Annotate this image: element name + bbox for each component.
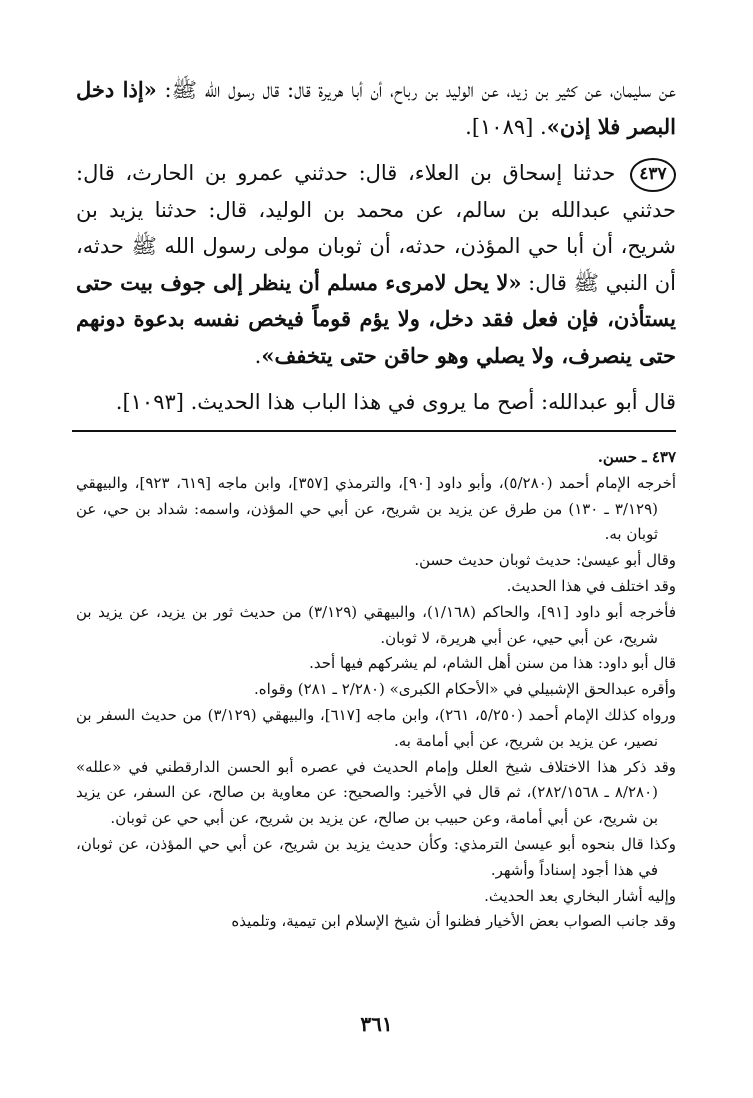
footnote-line: وقد ذكر هذا الاختلاف شيخ العلل وإمام الحديث في عصره أبو الحسن الدارقطني في «علله» (٨/٢٨٠ ـ ٢٨٢/١٥٦٨)، ثم قال في الأخير: والصحيح: عن معاوية بن صالح، عن السفر، عن يزيد بن شريح، عن أبي أمامة، وعن حبيب بن صالح، عن يزيد بن شريح، عن أبي حي عن ثوبان. [76,757,676,828]
hadith-quote-2: «لا يحل لامرىء مسلم أن ينظر إلى جوف بيت حتى يستأذن، فإن فعل فقد دخل، ولا يؤم قوماً فيخص نفسه بدعوة دونهم حتى ينصرف، ولا يصلي وهو حاقن حتى يتخفف» [76,269,676,368]
reference-1: . [١٠٨٩]. [465,114,547,139]
footnotes [76,445,676,935]
hadith-number-badge: ٤٣٧ [630,158,676,192]
footnote-line: وإليه أشار البخاري بعد الحديث. [484,886,676,905]
paragraph-2 [76,155,676,374]
footnote-line: فأخرجه أبو داود [٩١]، والحاكم (١/١٦٨)، والبيهقي (٣/١٢٩) من حديث ثور بن يزيد، عن يزيد بن شريح، عن أبي حيي، عن أبي هريرة، لا ثوبان. [76,602,677,647]
footnote-line: قال أبو داود: هذا من سنن أهل الشام، لم يشركهم فيها أحد. [309,654,676,673]
footnote-line: أخرجه الإمام أحمد (٥/٢٨٠)، وأبو داود [٩٠]، والترمذي [٣٥٧]، وابن ماجه [٦١٩، ٩٢٣]، والبيهقي (٣/١٢٩ ـ ١٣٠) من طرق عن يزيد بن شريح، عن أبي حي المؤذن، واسمه: شداد بن حي، عن ثوبان به. [76,473,677,544]
main-text [76,72,676,421]
footnote-line: وقد اختلف في هذا الحديث. [506,576,676,595]
footnote-line: وقال أبو عيسىٰ: حديث ثوبان حديث حسن. [414,551,676,570]
paragraph-1-text: عن سليمان، عن كثير بن زيد، عن الوليد بن رباح، أن أبا هريرة قال: قال رسول الله ﷺ: [156,78,676,102]
paragraph-1 [76,72,676,145]
footnote-line: وكذا قال بنحوه أبو عيسىٰ الترمذي: وكأن حديث يزيد بن شريح، عن أبي حي المؤذن، عن ثوبان، في هذا أجود إسناداً وأشهر. [76,834,676,879]
footnote-line: وأقره عبدالحق الإشبيلي في «الأحكام الكبرى» (٢/٢٨٠ ـ ٢٨١) وقواه. [254,680,676,699]
hadith-quote-1: «إذا دخل البصر فلا إذن» [76,77,676,139]
footnote-line: وقد جانب الصواب بعض الأخيار فظنوا أن شيخ الإسلام ابن تيمية، وتلميذه [231,912,676,931]
page-number: ٣٦١ [360,1012,393,1036]
paragraph-3: قال أبو عبدالله: أصح ما يروى في هذا الباب هذا الحديث. [١٠٩٣]. [115,390,676,414]
paragraph-2-text: حدثنا إسحاق بن العلاء، قال: حدثني عمرو بن الحارث، قال: حدثني عبدالله بن سالم، عن محمد بن الوليد، قال: حدثنا يزيد بن شريح، أن أبا حي المؤذن، حدثه، أن ثوبان مولى رسول الله ﷺ حدثه، أن النبي ﷺ قال: [76,161,676,295]
paragraph-2-end: . [254,343,262,368]
footnote-divider [72,430,676,432]
footnote-heading: ٤٣٧ ـ حسن. [597,448,676,466]
footnote-line: ورواه كذلك الإمام أحمد (٥/٢٥٠، ٢٦١)، وابن ماجه [٦١٧]، والبيهقي (٣/١٢٩) من حديث السفر بن نصير، عن يزيد بن شريح، عن أبي أمامة به. [76,705,676,750]
